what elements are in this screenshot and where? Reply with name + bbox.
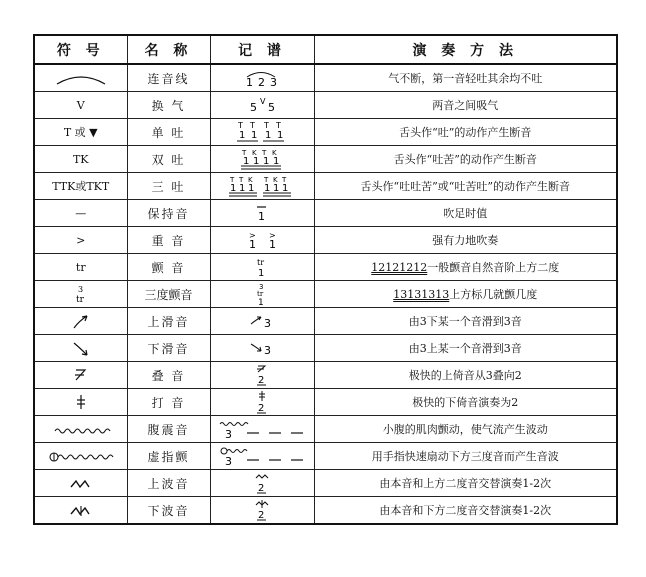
table-row: [34, 173, 617, 200]
finger-vibrato-wave-icon: [46, 449, 116, 465]
name-cell: 双 吐: [127, 146, 210, 173]
svg-text:1: 1: [258, 298, 264, 306]
abdominal-vibrato-wave-icon: [51, 423, 111, 437]
notation-cell: [210, 497, 314, 525]
svg-text:T: T: [239, 176, 244, 184]
symbol-cell: [34, 443, 127, 470]
notation-cell: [210, 416, 314, 443]
slur-notation-icon: [240, 68, 284, 88]
svg-text:K: K: [252, 149, 257, 157]
name-cell: 三度颤音: [127, 281, 210, 308]
desc-cell: 由本音和下方二度音交替演奏1-2次: [314, 497, 617, 525]
third-trill-example-digits: 13131313: [393, 288, 450, 301]
svg-text:K: K: [273, 176, 278, 184]
name-cell: 打 音: [127, 389, 210, 416]
table-row: [34, 308, 617, 335]
glide-down-notation-icon: [247, 338, 277, 358]
svg-text:T: T: [242, 149, 247, 157]
svg-text:2: 2: [258, 483, 265, 494]
finger-vibrato-notation-icon: [217, 444, 307, 468]
svg-text:tr: tr: [257, 258, 265, 267]
svg-text:1: 1: [269, 238, 276, 251]
svg-text:K: K: [272, 149, 277, 157]
table-row: [34, 470, 617, 497]
double-tongue-notation-icon: [239, 147, 285, 171]
notation-cell: [210, 227, 314, 254]
name-cell: 重 音: [127, 227, 210, 254]
table-row: [34, 200, 617, 227]
svg-text:3: 3: [77, 285, 83, 294]
header-symbol: 符 号: [34, 35, 127, 64]
svg-text:T: T: [250, 121, 255, 130]
table-row: [34, 254, 617, 281]
svg-text:T: T: [276, 121, 281, 130]
svg-text:T: T: [264, 176, 269, 184]
svg-text:T: T: [238, 121, 243, 130]
table-row: [34, 362, 617, 389]
table-row: [34, 335, 617, 362]
symbol-cell: V: [34, 92, 127, 119]
notation-cell: [210, 64, 314, 92]
desc-cell: 由3上某一个音滑到3音: [314, 335, 617, 362]
notation-cell: [210, 443, 314, 470]
symbol-cell: [34, 308, 127, 335]
name-cell: 下滑音: [127, 335, 210, 362]
table-row: [34, 416, 617, 443]
ornament-lower-notation-icon: [252, 390, 272, 414]
svg-text:5: 5: [268, 101, 275, 115]
desc-cell: 气不断，第一音轻吐其余均不吐: [314, 64, 617, 92]
svg-text:1: 1: [243, 156, 250, 167]
name-cell: 叠 音: [127, 362, 210, 389]
abdominal-vibrato-notation-icon: [217, 417, 307, 441]
table-row: [34, 119, 617, 146]
notation-symbols-table: [33, 34, 618, 525]
svg-text:2: 2: [258, 76, 265, 89]
svg-text:2: 2: [258, 403, 265, 414]
svg-text:1: 1: [258, 268, 265, 278]
svg-text:1: 1: [248, 183, 255, 194]
svg-text:K: K: [248, 176, 253, 184]
svg-text:3: 3: [270, 76, 277, 89]
name-cell: 保持音: [127, 200, 210, 227]
table-row: [34, 389, 617, 416]
notation-cell: [210, 470, 314, 497]
table-header-row: [34, 35, 617, 64]
desc-cell: 舌头作“吐吐苦”或“吐苦吐”的动作产生断音: [314, 173, 617, 200]
desc-cell: 强有力地吹奏: [314, 227, 617, 254]
third-trill-description: 上方标几就颤几度: [449, 288, 538, 301]
svg-text:1: 1: [230, 183, 237, 194]
accent-notation-icon: [242, 229, 282, 251]
svg-text:3: 3: [264, 317, 271, 331]
third-trill-symbol-icon: [71, 283, 91, 305]
name-cell: 上波音: [127, 470, 210, 497]
notation-cell: [210, 335, 314, 362]
svg-text:1: 1: [264, 183, 271, 194]
desc-cell: 舌头作“吐苦”的动作产生断音: [314, 146, 617, 173]
svg-text:1: 1: [265, 130, 272, 141]
svg-text:5: 5: [250, 101, 257, 115]
symbol-cell: [34, 335, 127, 362]
table-row: [34, 497, 617, 525]
symbol-cell: [34, 281, 127, 308]
third-trill-notation-icon: [252, 282, 272, 306]
svg-text:T: T: [262, 149, 267, 157]
symbol-cell: —: [34, 200, 127, 227]
name-cell: 三 吐: [127, 173, 210, 200]
notation-cell: [210, 362, 314, 389]
symbol-cell: tr: [34, 254, 127, 281]
svg-text:T: T: [230, 176, 235, 184]
svg-text:1: 1: [249, 238, 256, 251]
desc-cell: 吹足时值: [314, 200, 617, 227]
triple-tongue-notation-icon: [227, 174, 297, 198]
svg-text:V: V: [260, 97, 266, 107]
name-cell: 换 气: [127, 92, 210, 119]
desc-cell: [314, 281, 617, 308]
table-row: [34, 64, 617, 92]
svg-text:1: 1: [251, 130, 258, 141]
name-cell: 颤 音: [127, 254, 210, 281]
ornament-upper-symbol-icon: [71, 365, 91, 385]
desc-cell: 小腹的肌肉颤动，使气流产生波动: [314, 416, 617, 443]
notation-cell: [210, 146, 314, 173]
desc-cell: 舌头作“吐”的动作产生断音: [314, 119, 617, 146]
name-cell: 连音线: [127, 64, 210, 92]
table-row: [34, 92, 617, 119]
name-cell: 腹震音: [127, 416, 210, 443]
desc-cell: [314, 254, 617, 281]
notation-cell: [210, 254, 314, 281]
svg-text:T: T: [264, 121, 269, 130]
notation-cell: [210, 119, 314, 146]
svg-text:1: 1: [258, 210, 265, 223]
glide-down-arrow-icon: [69, 340, 93, 358]
tenuto-notation-icon: [252, 202, 272, 224]
symbol-cell: [34, 362, 127, 389]
symbol-cell: TTK或TKT: [34, 173, 127, 200]
desc-cell: 极快的上倚音从3叠向2: [314, 362, 617, 389]
svg-text:1: 1: [253, 156, 260, 167]
svg-text:tr: tr: [257, 290, 264, 298]
svg-text:1: 1: [246, 76, 253, 89]
desc-cell: 用手指快速扇动下方三度音而产生音波: [314, 443, 617, 470]
svg-text:1: 1: [239, 183, 246, 194]
table-row: [34, 146, 617, 173]
slur-symbol-icon: [53, 71, 109, 87]
ornament-lower-symbol-icon: [71, 392, 91, 412]
svg-text:1: 1: [282, 183, 289, 194]
svg-text:2: 2: [258, 375, 265, 386]
notation-cell: [210, 308, 314, 335]
svg-text:1: 1: [263, 156, 270, 167]
notation-cell: [210, 92, 314, 119]
notation-cell: [210, 389, 314, 416]
notation-cell: [210, 173, 314, 200]
single-tongue-notation-icon: [234, 120, 290, 144]
svg-text:1: 1: [273, 183, 280, 194]
svg-text:T: T: [282, 176, 287, 184]
table-row: [34, 227, 617, 254]
svg-text:1: 1: [277, 130, 284, 141]
svg-text:>: >: [249, 231, 256, 240]
svg-text:3: 3: [225, 455, 232, 468]
symbol-cell: >: [34, 227, 127, 254]
upper-mordent-notation-icon: [252, 471, 272, 495]
symbol-cell: [34, 470, 127, 497]
table-row: [34, 281, 617, 308]
notation-cell: [210, 200, 314, 227]
header-method: 演 奏 方 法: [314, 35, 617, 64]
desc-cell: 极快的下倚音演奏为2: [314, 389, 617, 416]
lower-mordent-notation-icon: [252, 498, 272, 522]
name-cell: 虚指颤: [127, 443, 210, 470]
notation-cell: [210, 281, 314, 308]
svg-text:tr: tr: [75, 295, 84, 305]
table-row: [34, 443, 617, 470]
header-notation: 记 谱: [210, 35, 314, 64]
name-cell: 下波音: [127, 497, 210, 525]
symbol-cell: T 或 ▼: [34, 119, 127, 146]
header-name: 名 称: [127, 35, 210, 64]
name-cell: 单 吐: [127, 119, 210, 146]
trill-description: 一般颤音自然音阶上方二度: [427, 261, 560, 274]
svg-text:3: 3: [259, 283, 264, 291]
desc-cell: 由本音和上方二度音交替演奏1-2次: [314, 470, 617, 497]
symbol-cell: [34, 497, 127, 525]
breath-notation-icon: [242, 95, 282, 115]
svg-text:3: 3: [225, 428, 232, 441]
desc-cell: 两音之间吸气: [314, 92, 617, 119]
lower-mordent-symbol-icon: [68, 503, 94, 519]
name-cell: 上滑音: [127, 308, 210, 335]
svg-text:1: 1: [239, 130, 246, 141]
upper-mordent-symbol-icon: [68, 476, 94, 492]
svg-text:>: >: [269, 231, 276, 240]
symbol-cell: [34, 389, 127, 416]
glide-up-notation-icon: [247, 311, 277, 331]
trill-notation-icon: [252, 256, 272, 278]
symbol-cell: [34, 416, 127, 443]
symbol-cell: [34, 64, 127, 92]
svg-text:3: 3: [264, 344, 271, 358]
trill-example-digits: 12121212: [371, 261, 428, 274]
svg-text:1: 1: [273, 156, 280, 167]
symbol-cell: TK: [34, 146, 127, 173]
glide-up-arrow-icon: [69, 313, 93, 331]
desc-cell: 由3下某一个音滑到3音: [314, 308, 617, 335]
ornament-upper-notation-icon: [252, 363, 272, 387]
svg-text:2: 2: [258, 510, 265, 521]
